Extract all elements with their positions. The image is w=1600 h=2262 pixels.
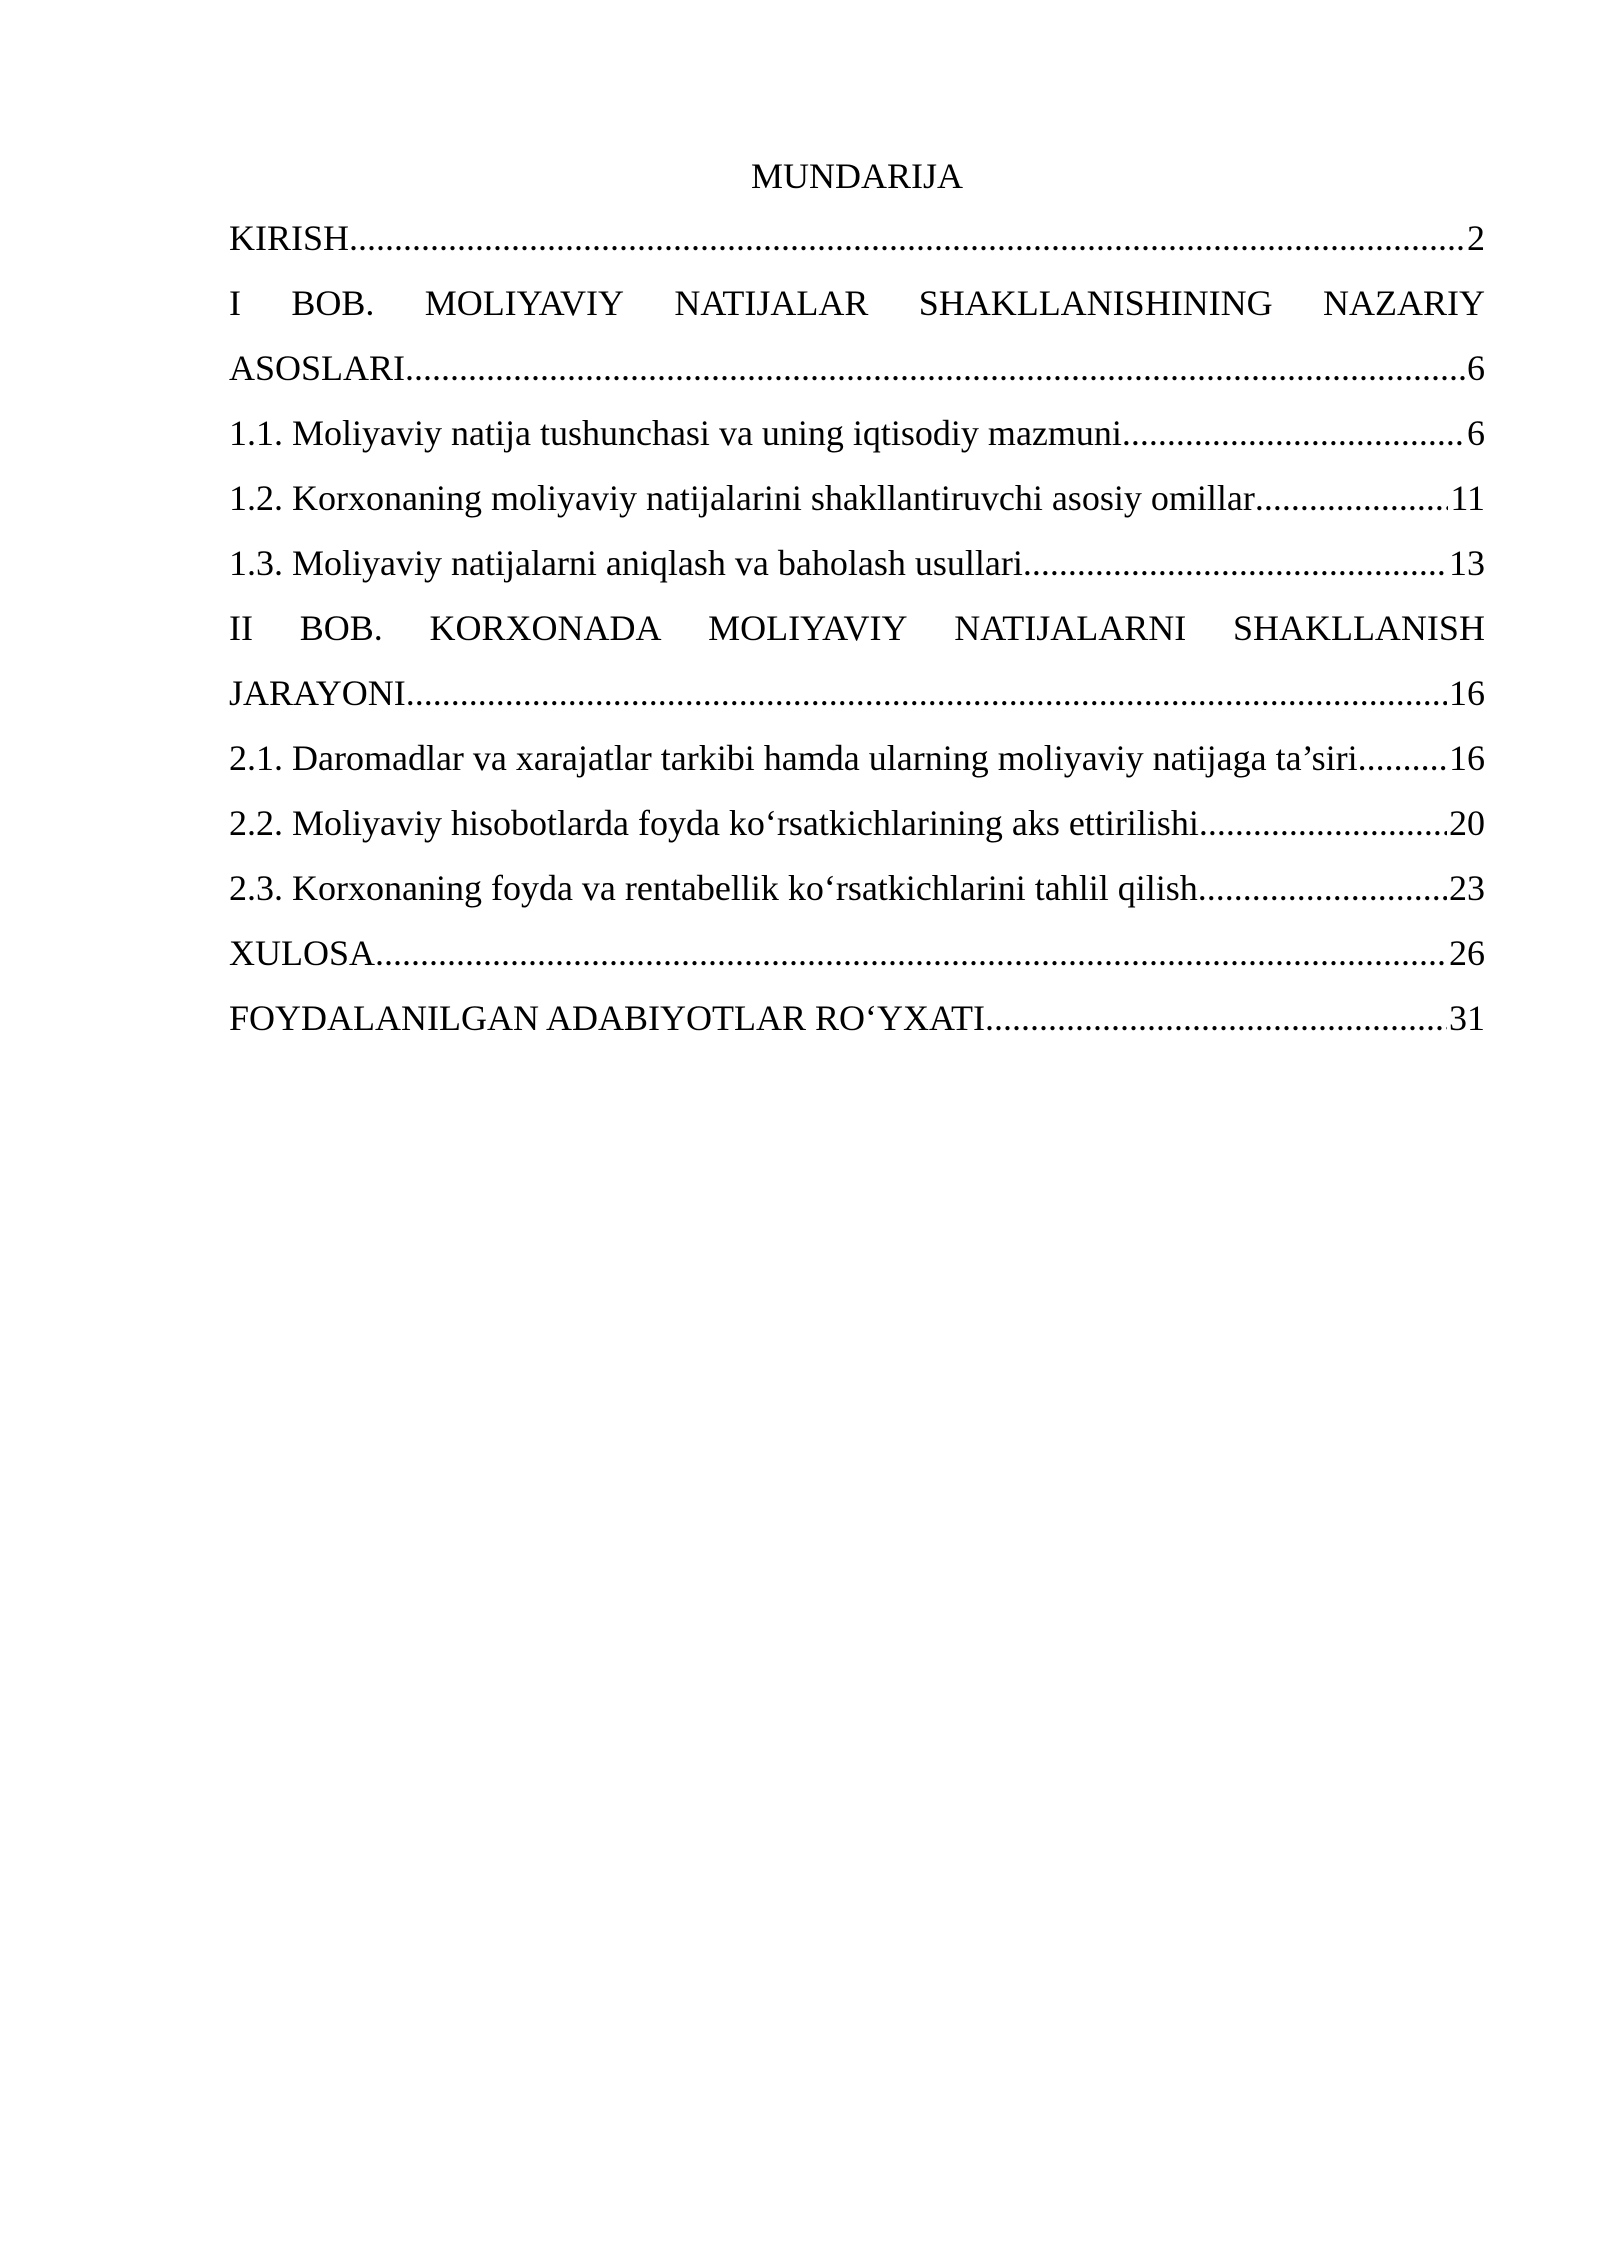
heading-word: SHAKLLANISHINING [918,283,1273,323]
toc-entry-1-3[interactable] [229,531,1485,596]
toc-entry-label: 1.2. Korxonaning moliyaviy natijalarini shakllantiruvchi asosiy omillar [229,478,1255,518]
heading-word: MOLIYAVIY [424,283,625,323]
toc-entry-chapter-2[interactable] [229,661,1485,726]
toc-leader-dots [1199,791,1447,856]
toc-entry-1-2[interactable] [229,466,1485,531]
heading-word: NATIJALAR [674,283,869,323]
heading-word: NAZARIY [1323,283,1485,323]
toc-leader-dots [1358,726,1447,791]
toc-entry-label: KIRISH [229,218,350,258]
heading-word: BOB. [299,608,383,648]
toc-entry-label: 1.3. Moliyaviy natijalarni aniqlash va baholash usullari [229,543,1023,583]
toc-chapter-1-heading[interactable] [229,271,1485,336]
toc-leader-dots [406,661,1447,726]
toc-page-number: 26 [1449,933,1485,973]
toc-title: MUNDARIJA [750,156,963,196]
heading-word: MOLIYAVIY [708,608,908,648]
document-page [229,150,1485,1051]
toc-page-number: 11 [1450,478,1485,518]
toc-entry-label: 2.2. Moliyaviy hisobotlarda foyda ko‘rsatkichlarining aks ettirilishi [229,803,1199,843]
toc-page-number: 13 [1449,543,1485,583]
toc-entry-2-2[interactable] [229,791,1485,856]
heading-word: II [229,608,253,648]
toc-entry-label: XULOSA [229,933,376,973]
toc-entry-label: 2.1. Daromadlar va xarajatlar tarkibi hamda ularning moliyaviy natijaga ta’siri [229,738,1358,778]
toc-page-number: 6 [1467,348,1485,388]
toc-leader-dots [405,336,1465,401]
toc-leader-dots [1023,531,1447,596]
toc-entry-adabiyotlar[interactable] [229,986,1485,1051]
toc-leader-dots [375,921,1447,986]
toc-entry-2-3[interactable] [229,856,1485,921]
toc-entry-label: JARAYONI [229,673,406,713]
toc-entry-xulosa[interactable] [229,921,1485,986]
toc-leader-dots [349,206,1465,271]
toc-page-number: 31 [1449,998,1485,1038]
toc-leader-dots [1122,401,1465,466]
toc-page-number: 16 [1449,673,1485,713]
heading-word: BOB. [291,283,375,323]
toc-page-number: 2 [1467,218,1485,258]
toc-chapter-2-heading[interactable] [229,596,1485,661]
heading-word: I [229,283,241,323]
toc-page-number: 6 [1467,413,1485,453]
toc-leader-dots [1198,856,1447,921]
toc-entry-label: ASOSLARI [229,348,406,388]
toc-leader-dots [985,986,1447,1051]
toc-entry-label: FOYDALANILGAN ADABIYOTLAR RO‘YXATI [229,998,985,1038]
toc-page-number: 23 [1449,868,1485,908]
toc-entry-kirish[interactable] [229,206,1485,271]
toc-entry-label: 2.3. Korxonaning foyda va rentabellik ko‘rsatkichlarini tahlil qilish [229,868,1198,908]
toc-entry-chapter-1[interactable] [229,336,1485,401]
toc-page-number: 20 [1449,803,1485,843]
heading-word: NATIJALARNI [954,608,1187,648]
toc-page-number: 16 [1449,738,1485,778]
toc-entry-2-1[interactable] [229,726,1485,791]
heading-word: SHAKLLANISH [1232,608,1485,648]
table-of-contents [229,206,1485,1051]
toc-entry-1-1[interactable] [229,401,1485,466]
toc-leader-dots [1255,466,1449,531]
heading-word: KORXONADA [429,608,662,648]
toc-entry-label: 1.1. Moliyaviy natija tushunchasi va uning iqtisodiy mazmuni [229,413,1122,453]
